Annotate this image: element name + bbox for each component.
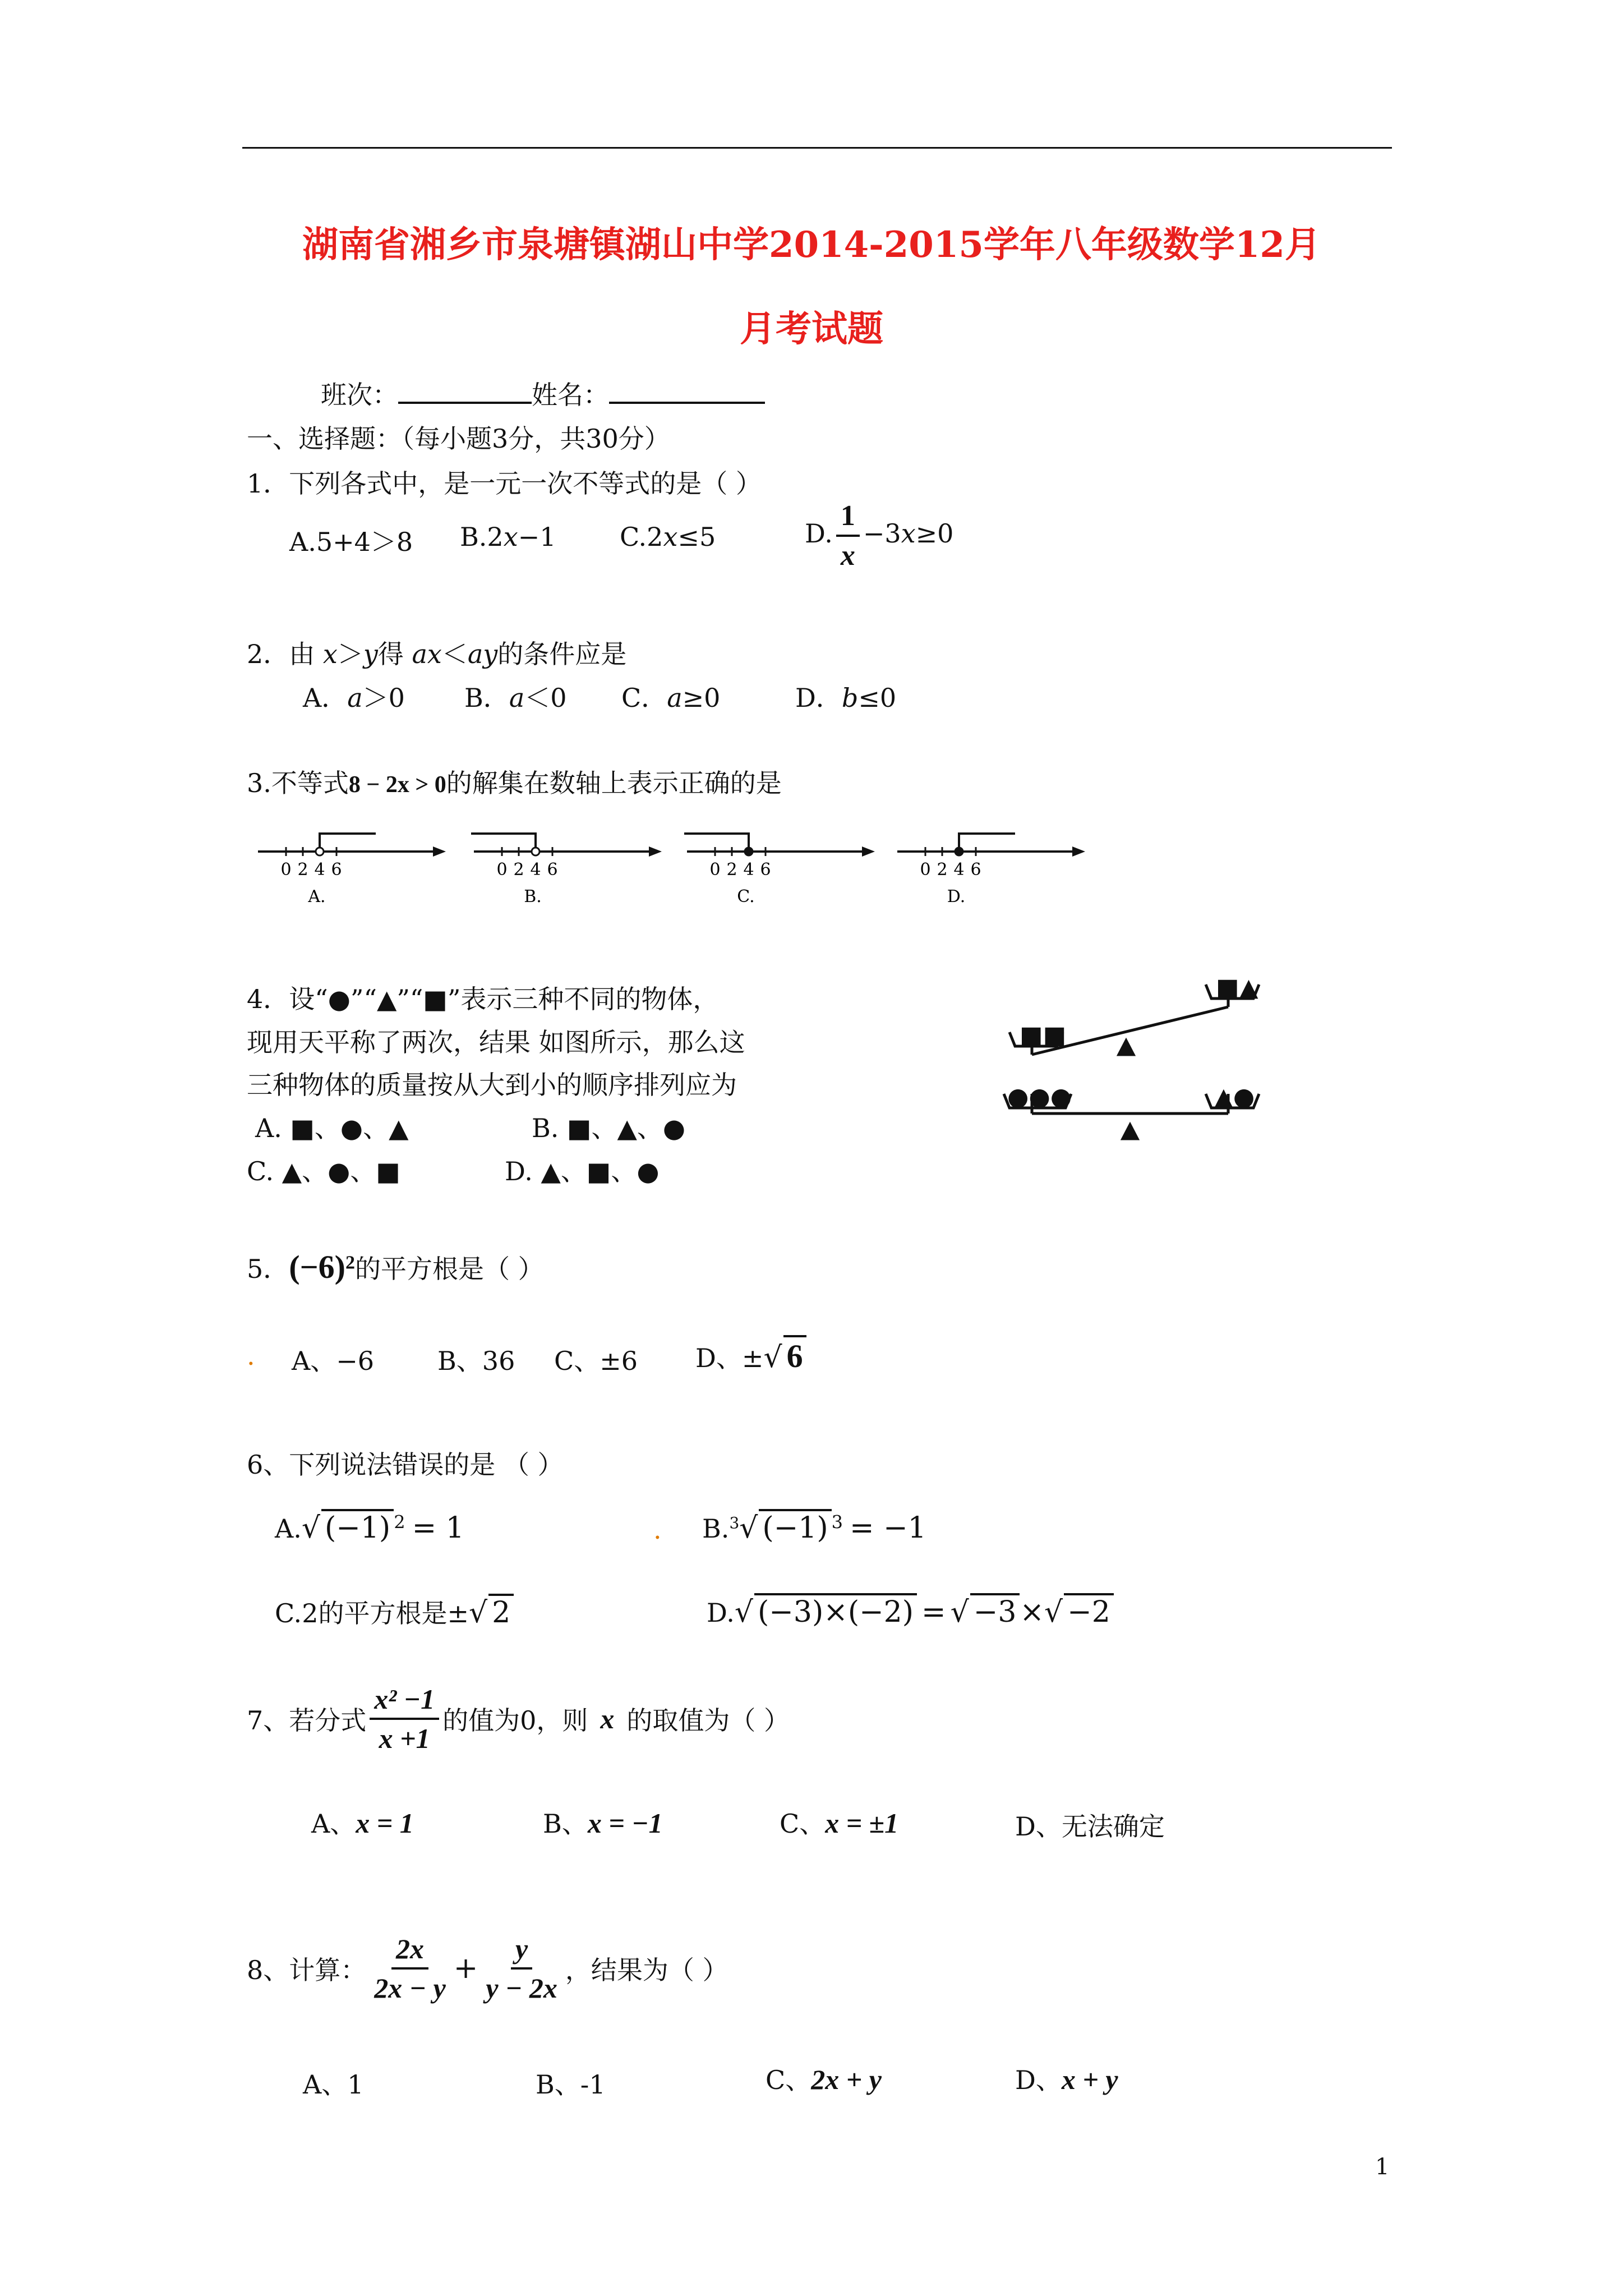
- tick-label: 0: [709, 860, 721, 880]
- axis-arrow: [433, 846, 446, 857]
- q4-option-d: D. ▲、■、●: [505, 1156, 660, 1186]
- tick-label: 2: [937, 860, 948, 880]
- q7-option-d: D、无法确定: [1015, 1811, 1165, 1842]
- open-point: [532, 848, 540, 855]
- number-line-1: [252, 825, 454, 909]
- q2-option-b: B．a＜0: [464, 683, 567, 713]
- option-label: A.: [308, 887, 326, 907]
- header-rule: [242, 147, 1392, 149]
- q2-option-a: A．a＞0: [303, 683, 405, 713]
- tick-label: 2: [297, 860, 308, 880]
- balance-figure: [998, 954, 1267, 1156]
- tick-label: 0: [496, 860, 508, 880]
- balance-1-left-items: ■■: [1020, 1021, 1067, 1050]
- tick-label: 2: [513, 860, 524, 880]
- tick-label: 4: [953, 860, 965, 880]
- tick-label: 0: [920, 860, 931, 880]
- closed-point: [955, 848, 963, 855]
- number-line-3: [681, 825, 883, 909]
- q5-stem: 5．$(-6)^2$的平方根是（ ）: [247, 1249, 544, 1285]
- q6-option-a: A.√ (−1) $^2$ = 1: [275, 1509, 464, 1545]
- solution-bracket: [959, 834, 1015, 848]
- student-info: [321, 375, 765, 412]
- tick-label: 6: [331, 860, 342, 880]
- q1-option-b: B.2x−1: [460, 522, 556, 552]
- tick-label: 6: [970, 860, 981, 880]
- q7-option-c: C、x = ±1: [780, 1807, 899, 1839]
- q7-option-b: B、x = −1: [543, 1807, 663, 1839]
- q4-line2: 现用天平称了两次，结果 如图所示，那么这: [247, 1027, 745, 1057]
- q8-option-d: D、x + y: [1015, 2064, 1118, 2095]
- open-point: [316, 848, 324, 855]
- page-number: 1: [1375, 2154, 1390, 2180]
- q4-option-c: C. ▲、●、■: [247, 1156, 400, 1186]
- balance-1-right-items: ■▲: [1216, 973, 1258, 1002]
- q2-stem: 2．由 x＞y得 ax＜ay的条件应是: [247, 639, 627, 669]
- q7-option-a: A、x = 1: [311, 1807, 414, 1839]
- q6-option-b: B.$^3$√ (−1) $^3$ = −1: [702, 1509, 926, 1545]
- q2-option-d: D．b≤0: [795, 683, 897, 713]
- option-label: B.: [524, 887, 542, 907]
- q4-line1: 4．设“●”“▲”“■”表示三种不同的物体，: [247, 984, 719, 1014]
- q8-option-a: A、1: [303, 2069, 364, 2100]
- class-blank[interactable]: [398, 402, 532, 404]
- axis-arrow: [649, 846, 662, 857]
- balance-2-right-items: ▲●: [1214, 1083, 1255, 1111]
- q8-option-c: C、2x + y: [766, 2064, 882, 2095]
- tick-label: 4: [743, 860, 754, 880]
- q5-option-b: B、36: [437, 1346, 515, 1376]
- number-line-2: [468, 825, 670, 909]
- q1-stem: 1．下列各式中，是一元一次不等式的是（ ）: [247, 468, 762, 499]
- q3-stem: 3.不等式8 − 2x > 0的解集在数轴上表示正确的是: [247, 768, 782, 798]
- closed-point: [745, 848, 753, 855]
- number-line-4: [892, 825, 1094, 909]
- q6-option-c: C.2的平方根是±√ 2: [275, 1593, 514, 1630]
- tick-label: 6: [760, 860, 771, 880]
- q8-stem: 8、计算： $\frac{2x}{2x - y}$ + $\frac{y}{y - 2x}$ ，结果为（ ）: [247, 1933, 728, 2004]
- page-title-line2: 月考试题: [740, 308, 883, 350]
- axis-arrow: [862, 846, 875, 857]
- tick-label: 2: [726, 860, 737, 880]
- q4-option-a: A. ■、●、▲: [255, 1113, 409, 1143]
- q5-option-c: C、±6: [554, 1346, 638, 1376]
- tick-label: 6: [547, 860, 558, 880]
- section-heading: 一、选择题：（每小题3分，共30分）: [247, 424, 670, 454]
- q5-option-a: A、−6: [292, 1346, 375, 1376]
- q6-marker: .: [653, 1515, 662, 1545]
- class-label: 班次：: [321, 380, 398, 410]
- q5-marker: .: [247, 1341, 255, 1371]
- q6-option-d: D.√ (−3)×(−2) = √ −3 ×√ −2: [707, 1593, 1114, 1629]
- name-blank[interactable]: [609, 402, 765, 404]
- q1-option-c: C.2x≤5: [620, 522, 716, 552]
- q5-option-d: D、±√ 6: [695, 1335, 806, 1375]
- q4-option-b: B. ■、▲、●: [532, 1113, 686, 1143]
- balance-2-left-items: ●●●: [1007, 1083, 1072, 1111]
- solution-bracket: [471, 834, 536, 848]
- solution-bracket: [320, 834, 376, 848]
- option-label: D.: [947, 887, 966, 907]
- q8-option-b: B、-1: [536, 2069, 606, 2100]
- tick-label: 4: [530, 860, 541, 880]
- tick-label: 0: [280, 860, 292, 880]
- q1-option-d: D. $\frac{1}{x}$ −3x≥0: [805, 500, 954, 572]
- tick-label: 4: [314, 860, 325, 880]
- solution-bracket: [684, 834, 749, 848]
- axis-arrow: [1072, 846, 1085, 857]
- page-title-line1: 湖南省湘乡市泉塘镇湖山中学2014-2015学年八年级数学12月: [302, 224, 1321, 266]
- q6-stem: 6、下列说法错误的是 （ ）: [247, 1450, 564, 1480]
- name-label: 姓名：: [532, 380, 609, 410]
- q2-option-c: C．a≥0: [621, 683, 721, 713]
- q7-stem: 7、若分式 $\frac{\text{x² −1}}{x +1}$ 的值为0，则 x 的取值为（ ）: [247, 1683, 790, 1754]
- option-label: C.: [737, 887, 755, 907]
- q4-line3: 三种物体的质量按从大到小的顺序排列应为: [247, 1070, 737, 1100]
- q1-option-a: A.5+4＞8: [289, 527, 413, 557]
